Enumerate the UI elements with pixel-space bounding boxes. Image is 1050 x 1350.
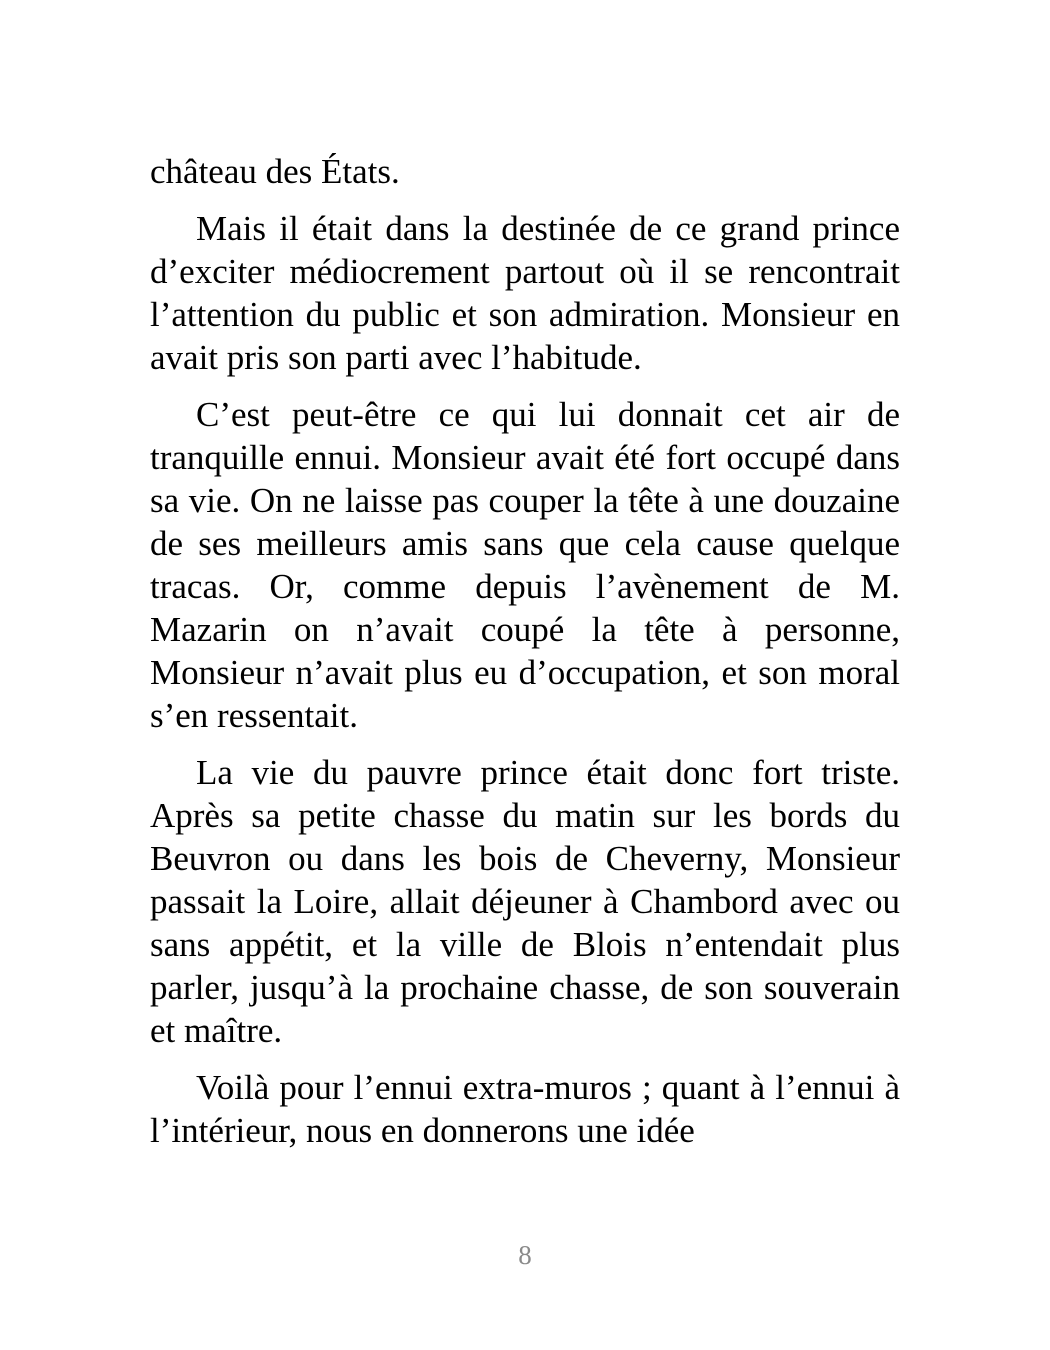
paragraph: Voilà pour l’ennui extra-muros ; quant à l’ennui à l’intérieur, nous en donnerons une idée: [150, 1068, 900, 1150]
page-text: [150, 150, 900, 1166]
page-number: 8: [518, 1240, 532, 1270]
paragraph: La vie du pauvre prince était donc fort triste. Après sa petite chasse du matin sur les bords du Beuvron ou dans les bois de Cheverny, Monsieur passait la Loire, allait déjeuner à Chambord avec ou sans appétit, et la ville de Blois n’entendait plus parler, jusqu’à la prochaine chasse, de son souverain et maître.: [150, 753, 900, 1050]
paragraph: Mais il était dans la destinée de ce grand prince d’exciter médiocrement partout où il se rencontrait l’attention du public et son admiration. Monsieur en avait pris son parti avec l’habitude.: [150, 209, 900, 377]
paragraph-continued: château des États.: [150, 152, 400, 191]
paragraph: C’est peut-être ce qui lui donnait cet air de tranquille ennui. Monsieur avait été fort occupé dans sa vie. On ne laisse pas couper la tête à une douzaine de ses meilleurs amis sans que cela cause quelque tracas. Or, comme depuis l’avènement de M. Mazarin on n’avait coupé la tête à personne, Monsieur n’avait plus eu d’occupation, et son moral s’en ressentait.: [150, 395, 900, 735]
